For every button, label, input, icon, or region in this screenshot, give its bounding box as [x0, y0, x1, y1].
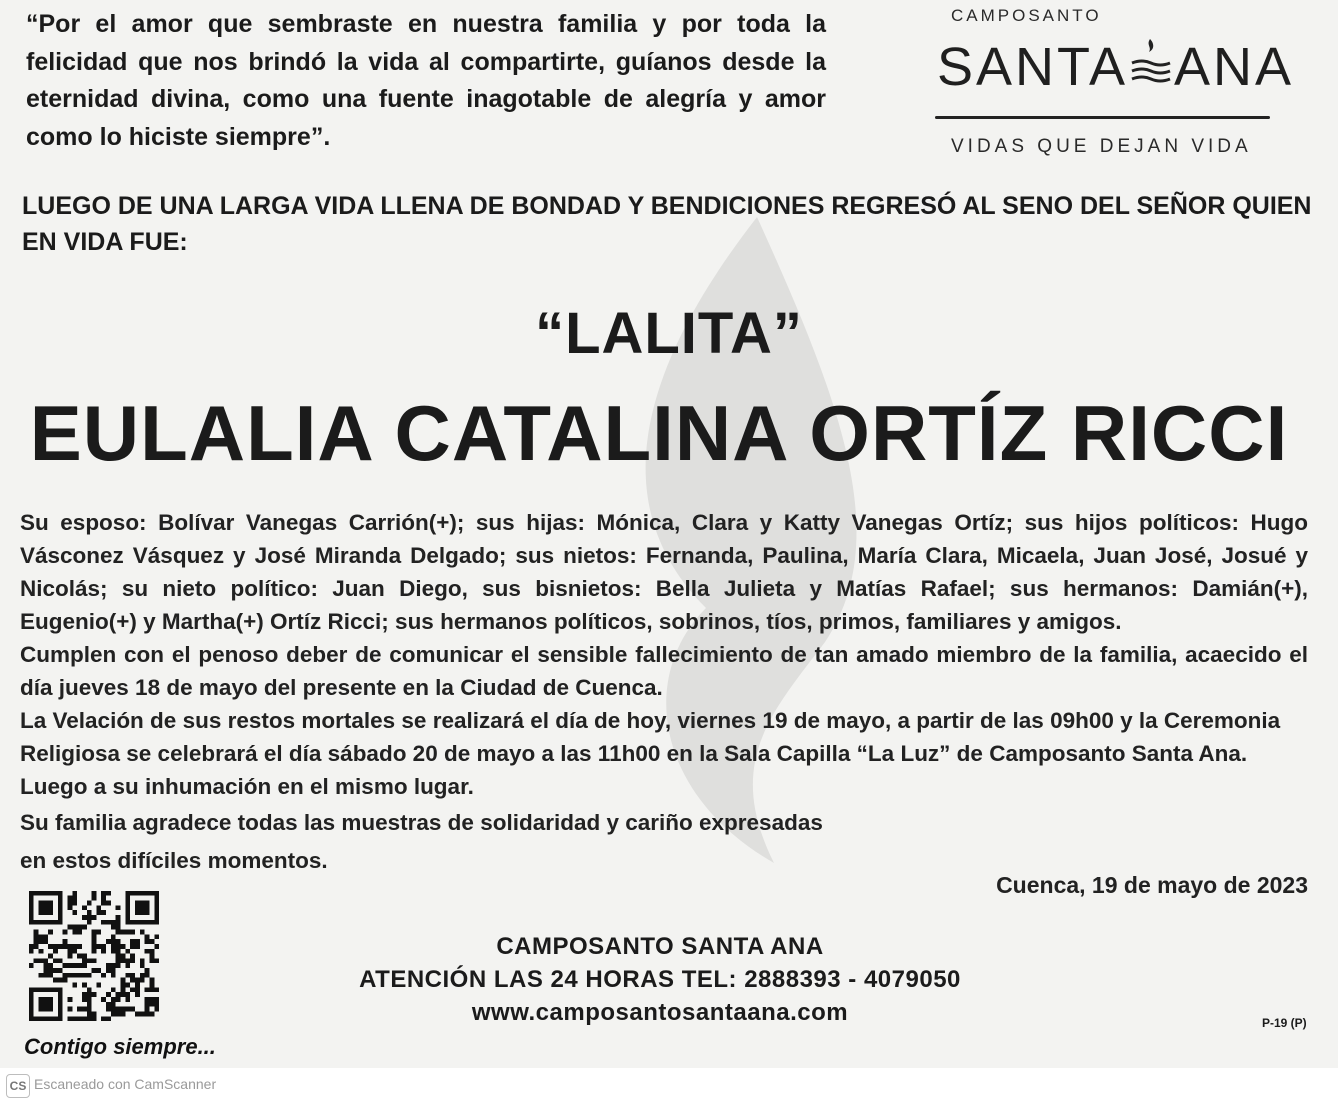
notice-body [20, 506, 1308, 803]
logo-name-left: SANTA [937, 37, 1129, 97]
footer-phone: ATENCIÓN LAS 24 HORAS TEL: 2888393 - 4079050 [359, 966, 961, 993]
slogan: Contigo siempre... [24, 1034, 216, 1059]
camposanto-logo [935, 4, 1295, 164]
logo-divider [935, 116, 1270, 119]
deceased-full-name: EULALIA CATALINA ORTÍZ RICCI [29, 389, 1289, 477]
city-date: Cuenca, 19 de mayo de 2023 [996, 872, 1308, 898]
footer-company: CAMPOSANTO SANTA ANA [496, 933, 824, 960]
scanner-text: Escaneado con CamScanner [34, 1076, 217, 1092]
logo-top-text: CAMPOSANTO [951, 6, 1102, 25]
ceremony-paragraph: La Velación de sus restos mortales se realizará el día de hoy, viernes 19 de mayo, a partir de las 09h00 y la Ceremonia Religiosa se celebrará el día sábado 20 de mayo a las 11h00 en la Sala Capilla “La Luz” de Camposanto Santa Ana. Luego a su inhumación en el mismo lugar. [20, 708, 1281, 799]
qr-code-icon[interactable] [24, 882, 164, 1030]
deceased-nickname: “LALITA” [535, 301, 803, 366]
logo-tagline: VIDAS QUE DEJAN VIDA [951, 136, 1252, 157]
gratitude-line-2: en estos difíciles momentos. [20, 848, 328, 873]
footer-website-link[interactable]: www.camposantosantaana.com [471, 999, 849, 1026]
logo-name [937, 36, 1294, 98]
wave-flame-icon [1128, 37, 1174, 91]
memorial-quote: “Por el amor que sembraste en nuestra familia y por toda la felicidad que nos brindó la vida al compartirte, guíanos desde la eternidad divina, como una fuente inagotable de alegría y amor como lo hiciste siempre”. [26, 10, 826, 151]
scanner-watermark-bar [0, 1068, 1338, 1102]
family-paragraph: Su esposo: Bolívar Vanegas Carrión(+); sus hijas: Mónica, Clara y Katty Vanegas Ortíz; sus hijos políticos: Hugo Vásconez Vásquez y José Miranda Delgado; sus nietos: Fernanda, Paulina, María Clara, Micaela, Juan José, Josué y Nicolás; su nieto político: Juan Diego, sus bisnietos: Bella Julieta y Matías Rafael; sus hermanos: Damián(+), Eugenio(+) y Martha(+) Ortíz Ricci; sus hermanos políticos, sobrinos, tíos, primos, familiares y amigos. [20, 510, 1308, 634]
page-code: P-19 (P) [1262, 1016, 1307, 1030]
footer-contact [290, 930, 1030, 1029]
gratitude-text [20, 804, 840, 880]
logo-name-right: ANA [1174, 37, 1295, 97]
gratitude-line-1: Su familia agradece todas las muestras de solidaridad y cariño expresadas [20, 810, 823, 835]
camscanner-icon: CS [6, 1074, 30, 1098]
intro-text: LUEGO DE UNA LARGA VIDA LLENA DE BONDAD Y BENDICIONES REGRESÓ AL SENO DEL SEÑOR QUIEN EN VIDA FUE: [22, 192, 1312, 256]
announcement-paragraph: Cumplen con el penoso deber de comunicar el sensible fallecimiento de tan amado miembro de la familia, acaecido el día jueves 18 de mayo del presente en la Ciudad de Cuenca. [20, 642, 1308, 700]
